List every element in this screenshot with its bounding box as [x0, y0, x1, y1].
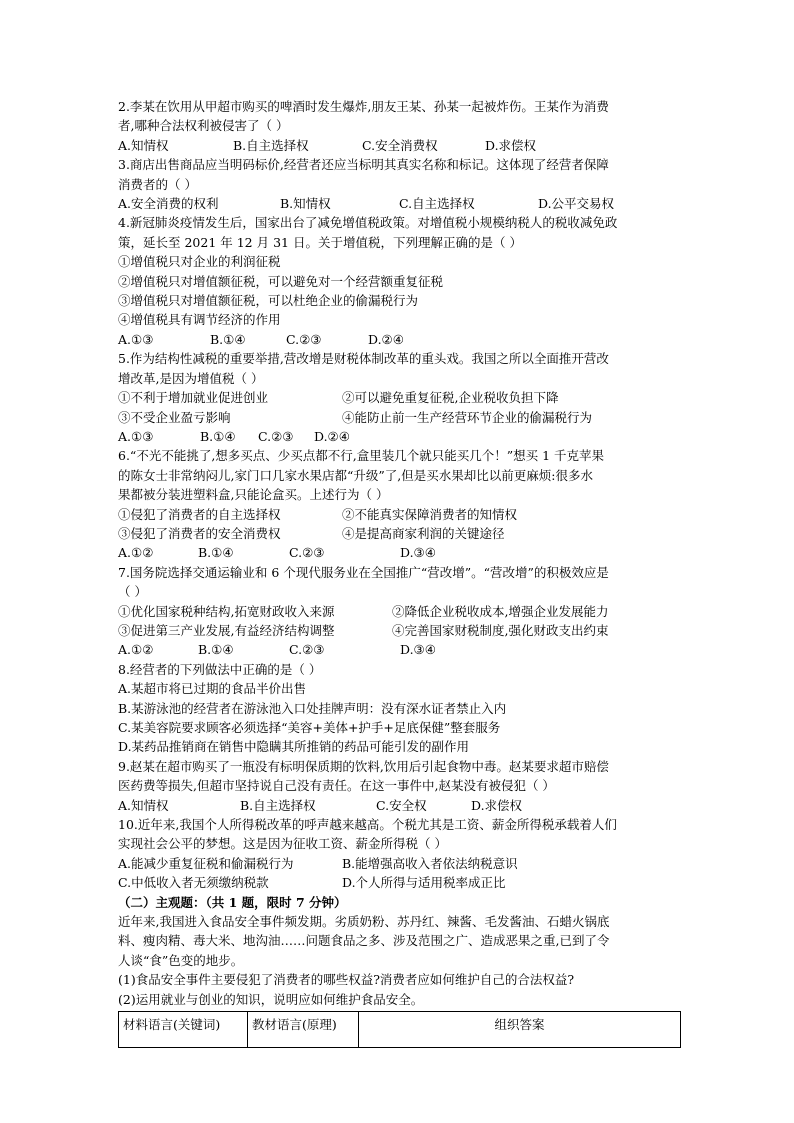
q5-items-row1: [118, 388, 684, 407]
q5-option-d: D.②④: [314, 428, 350, 444]
q7-items-row1: [118, 602, 684, 621]
q9-stem-line1: 9.赵某在超市购买了一瓶没有标明保质期的饮料,饮用后引起食物中毒。赵某要求超市赔偿: [118, 758, 609, 774]
q7-options: [118, 640, 684, 659]
q10-options-row1: [118, 854, 684, 873]
q6-option-b: B.①④: [198, 545, 234, 561]
q6-option-d: D.③④: [400, 545, 436, 561]
q4-option-d: D.②④: [368, 331, 404, 347]
section2-heading: （二）主观题：（共 1 题，限时 7 分钟）: [118, 894, 347, 910]
q7-item-2: ②降低企业税收成本,增强企业发展能力: [392, 603, 609, 619]
section2-para-line3: 人谈“食”色变的地步。: [118, 952, 244, 968]
q4-stem-line2: 策，延长至 2021 年 12 月 31 日。关于增值税，下列理解正确的是（ ）: [118, 234, 522, 250]
q3-options: [118, 194, 684, 213]
q5-option-c: C.②③: [258, 428, 294, 444]
q7-option-a: A.①②: [118, 642, 154, 658]
q6-stem-line3: 果都被分装进塑料盒,只能论盒买。上述行为（ ）: [118, 487, 389, 503]
q2-options: [118, 136, 684, 155]
q5-item-3: ③不受企业盈亏影响: [118, 409, 231, 425]
q4-options: [118, 330, 684, 349]
q2-option-b: B.自主选择权: [233, 137, 309, 153]
q6-option-a: A.①②: [118, 545, 154, 561]
q6-options: [118, 543, 684, 562]
q6-item-4: ④是提高商家利润的关键途径: [342, 525, 505, 541]
q9-option-b: B.自主选择权: [240, 797, 316, 813]
q7-option-b: B.①④: [198, 642, 234, 658]
q9-options: [118, 796, 684, 815]
q6-items-row1: [118, 505, 684, 524]
q4-option-a: A.①③: [118, 331, 154, 347]
q2-option-c: C.安全消费权: [362, 137, 438, 153]
q6-item-3: ③侵犯了消费者的安全消费权: [118, 525, 281, 541]
q4-item-4: ④增值税具有调节经济的作用: [118, 312, 281, 328]
answer-table: [118, 1011, 681, 1048]
q10-option-a: A.能减少重复征税和偷漏税行为: [118, 855, 294, 871]
q9-option-c: C.安全权: [376, 797, 427, 813]
section2-subquestion-2: (2)运用就业与创业的知识，说明应如何维护食品安全。: [118, 991, 424, 1007]
answer-table-header-row: [119, 1012, 681, 1048]
q6-items-row2: [118, 524, 684, 543]
q8-stem: 8.经营者的下列做法中正确的是（ ）: [118, 661, 322, 677]
q4-option-c: C.②③: [286, 331, 322, 347]
q9-stem-line2: 医药费等损失,但超市坚持说自己没有责任。在这一事件中,赵某没有被侵犯（ ）: [118, 778, 555, 794]
answer-table-header-answer: 组织答案: [359, 1012, 681, 1048]
q4-option-b: B.①④: [210, 331, 246, 347]
q3-stem-line1: 3.商店出售商品应当明码标价,经营者还应当标明其真实名称和标记。这体现了经营者保障: [118, 157, 609, 173]
q4-item-3: ③增值税只对增值额征税，可以杜绝企业的偷漏税行为: [118, 293, 419, 309]
q2-option-d: D.求偿权: [485, 137, 537, 153]
q8-choice-d: D.某药品推销商在销售中隐瞒其所推销的药品可能引发的副作用: [118, 739, 470, 755]
q7-item-3: ③促进第三产业发展,有益经济结构调整: [118, 622, 335, 638]
q10-stem-line2: 实现社会公平的梦想。这是因为征收工资、薪金所得税（ ）: [118, 836, 447, 852]
q5-option-a: A.①③: [118, 428, 154, 444]
q8-choice-a: A.某超市将已过期的食品半价出售: [118, 681, 307, 697]
q7-items-row2: [118, 621, 684, 640]
q6-option-c: C.②③: [289, 545, 325, 561]
q5-option-b: B.①④: [200, 428, 236, 444]
section2-subquestion-1: (1)食品安全事件主要侵犯了消费者的哪些权益?消费者应如何维护自己的合法权益?: [118, 972, 575, 988]
q9-option-a: A.知情权: [118, 797, 169, 813]
q3-option-d: D.公平交易权: [538, 196, 615, 212]
q7-stem-line2: （ ）: [118, 584, 147, 600]
q10-option-d: D.个人所得与适用税率成正比: [342, 875, 506, 891]
q3-option-c: C.自主选择权: [399, 196, 475, 212]
answer-table-header-principles: 教材语言(原理): [248, 1012, 359, 1048]
section2-para-line1: 近年来,我国进入食品安全事件频发期。劣质奶粉、苏丹红、辣酱、毛发酱油、石蜡火锅底: [118, 914, 610, 930]
q2-option-a: A.知情权: [118, 137, 169, 153]
q3-stem-line2: 消费者的（ ）: [118, 176, 197, 192]
q9-option-d: D.求偿权: [471, 797, 523, 813]
q5-item-4: ④能防止前一生产经营环节企业的偷漏税行为: [342, 409, 593, 425]
q5-stem-line2: 增改革,是因为增值税（ ）: [118, 370, 264, 386]
q4-item-2: ②增值税只对增值额征税，可以避免对一个经营额重复征税: [118, 273, 444, 289]
q2-stem-line2: 者,哪种合法权利被侵害了（ ）: [118, 118, 289, 134]
q7-option-d: D.③④: [400, 642, 436, 658]
q4-item-1: ①增值税只对企业的利润征税: [118, 254, 281, 270]
section2-para-line2: 料、瘦肉精、毒大米、地沟油……问题食品之多、涉及范围之广、造成恶果之重,已到了令: [118, 933, 610, 949]
q4-stem-line1: 4.新冠肺炎疫情发生后，国家出台了减免增值税政策。对增值税小规模纳税人的税收减免政: [118, 215, 618, 231]
q7-item-4: ④完善国家财税制度,强化财政支出约束: [392, 622, 609, 638]
answer-table-header-keywords: 材料语言(关键词): [119, 1012, 248, 1048]
q6-item-1: ①侵犯了消费者的自主选择权: [118, 506, 281, 522]
q5-item-1: ①不利于增加就业促进创业: [118, 390, 269, 406]
q5-item-2: ②可以避免重复征税,企业税收负担下降: [342, 390, 559, 406]
q7-option-c: C.②③: [289, 642, 325, 658]
q7-stem-line1: 7.国务院选择交通运输业和 6 个现代服务业在全国推广“营改增”。“营改增”的积极效应是: [118, 564, 609, 580]
q2-stem-line1: 2.李某在饮用从甲超市购买的啤酒时发生爆炸,朋友王某、孙某一起被炸伤。王某作为消费: [118, 99, 609, 114]
q10-options-row2: [118, 873, 684, 892]
q6-item-2: ②不能真实保障消费者的知情权: [342, 506, 518, 522]
q7-item-1: ①优化国家税种结构,拓宽财政收入来源: [118, 603, 335, 619]
q5-items-row2: [118, 408, 684, 427]
q3-option-b: B.知情权: [280, 196, 331, 212]
q8-choice-c: C.某美容院要求顾客必须选择“美容+美体+护手+足底保健”整套服务: [118, 720, 501, 735]
q5-stem-line1: 5.作为结构性减税的重要举措,营改增是财税体制改革的重头戏。我国之所以全面推开营改: [118, 351, 609, 367]
q10-option-c: C.中低收入者无须缴纳税款: [118, 875, 269, 891]
q6-stem-line2: 的陈女士非常纳闷儿,家门口几家水果店都“升级”了,但是买水果却比以前更麻烦:很多水: [118, 467, 593, 483]
q10-option-b: B.能增强高收入者依法纳税意识: [342, 855, 518, 871]
q3-option-a: A.安全消费的权利: [118, 196, 219, 212]
q10-stem-line1: 10.近年来,我国个人所得税改革的呼声越来越高。个税尤其是工资、薪金所得税承载着人们: [118, 817, 617, 833]
exam-page: [118, 97, 684, 1048]
q5-options: [118, 427, 684, 446]
q6-stem-line1: 6.“不光不能挑了,想多买点、少买点都不行,盒里装几个就只能买几个！”想买 1 千克苹果: [118, 448, 605, 464]
q8-choice-b: B.某游泳池的经营者在游泳池入口处挂牌声明：没有深水证者禁止入内: [118, 700, 507, 716]
